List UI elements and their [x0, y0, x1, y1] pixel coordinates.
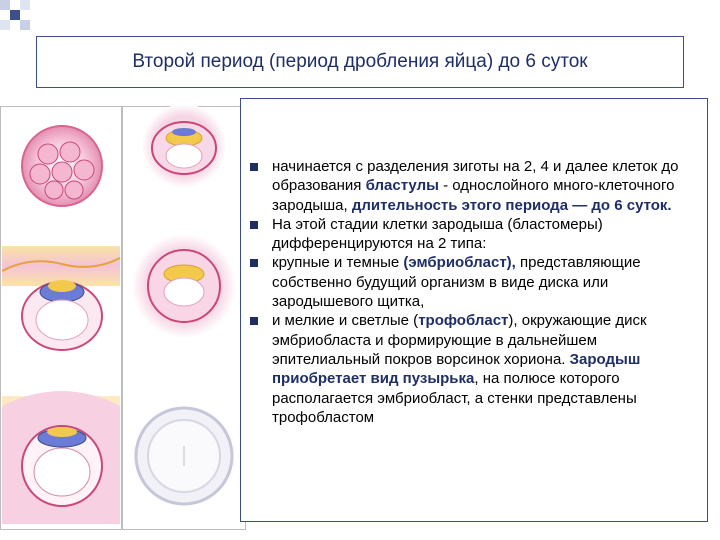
early-blastocyst-illustration: [142, 106, 226, 188]
deep-implantation-illustration: [2, 391, 120, 524]
morula-illustration: [22, 126, 102, 206]
square-bullet-icon: [250, 221, 258, 229]
embryo-stages-image: [0, 106, 246, 530]
bullet-highlight: Зародыш приобретает вид пузырька: [272, 350, 641, 388]
bullet-highlight: бластулы: [365, 177, 439, 195]
bullet-text: начинается с разделения зиготы на 2, 4 и далее клеток до образования: [272, 158, 679, 195]
slide-title: Второй период (период дробления яйца) до 6 суток: [132, 51, 588, 72]
bullet-text: ), окружающие диск эмбриобласта и формирующие в дальнейшем эпителиальный покров ворсинок хориона.: [272, 312, 647, 368]
deco-square: [0, 20, 10, 30]
square-bullet-icon: [250, 317, 258, 325]
bullet-item: [248, 215, 704, 254]
embryo-illustrations: [0, 106, 246, 530]
bullet-item: [248, 253, 704, 311]
square-bullet-icon: [250, 163, 258, 171]
pale-blastocyst-illustration: [136, 408, 232, 504]
bullet-list: [248, 157, 704, 427]
bullet-text: представляющие собственно будущий организм в виде диска или зародышевого щитка,: [272, 254, 641, 311]
bullet-highlight: длительность этого периода — до 6 суток.: [351, 196, 672, 214]
bullet-text: - однослойного много-клеточного зародыша,: [272, 177, 675, 214]
deco-square: [20, 0, 30, 10]
bullet-highlight: (эмбриобласт),: [403, 254, 516, 272]
bullet-text: , на полюсе которого располагается эмбриобласт, а стенки представлены трофобластом: [272, 370, 637, 426]
square-bullet-icon: [250, 259, 258, 267]
bullet-highlight: трофобласт: [418, 312, 509, 330]
deco-square: [0, 0, 10, 10]
deco-square: [20, 20, 30, 30]
bullet-text: и мелкие и светлые (: [272, 312, 419, 330]
deco-square: [10, 10, 20, 20]
bullet-text: На этой стадии клетки зародыша (бластомеры) дифференцируются на 2 типа:: [272, 215, 603, 253]
title-box: [36, 36, 684, 88]
bullet-text: крупные и темные: [272, 254, 404, 272]
implantation-illustration: [2, 246, 120, 350]
blastocyst-halo-illustration: [132, 234, 236, 338]
bullet-item: [248, 311, 704, 427]
bullet-item: [248, 157, 704, 215]
